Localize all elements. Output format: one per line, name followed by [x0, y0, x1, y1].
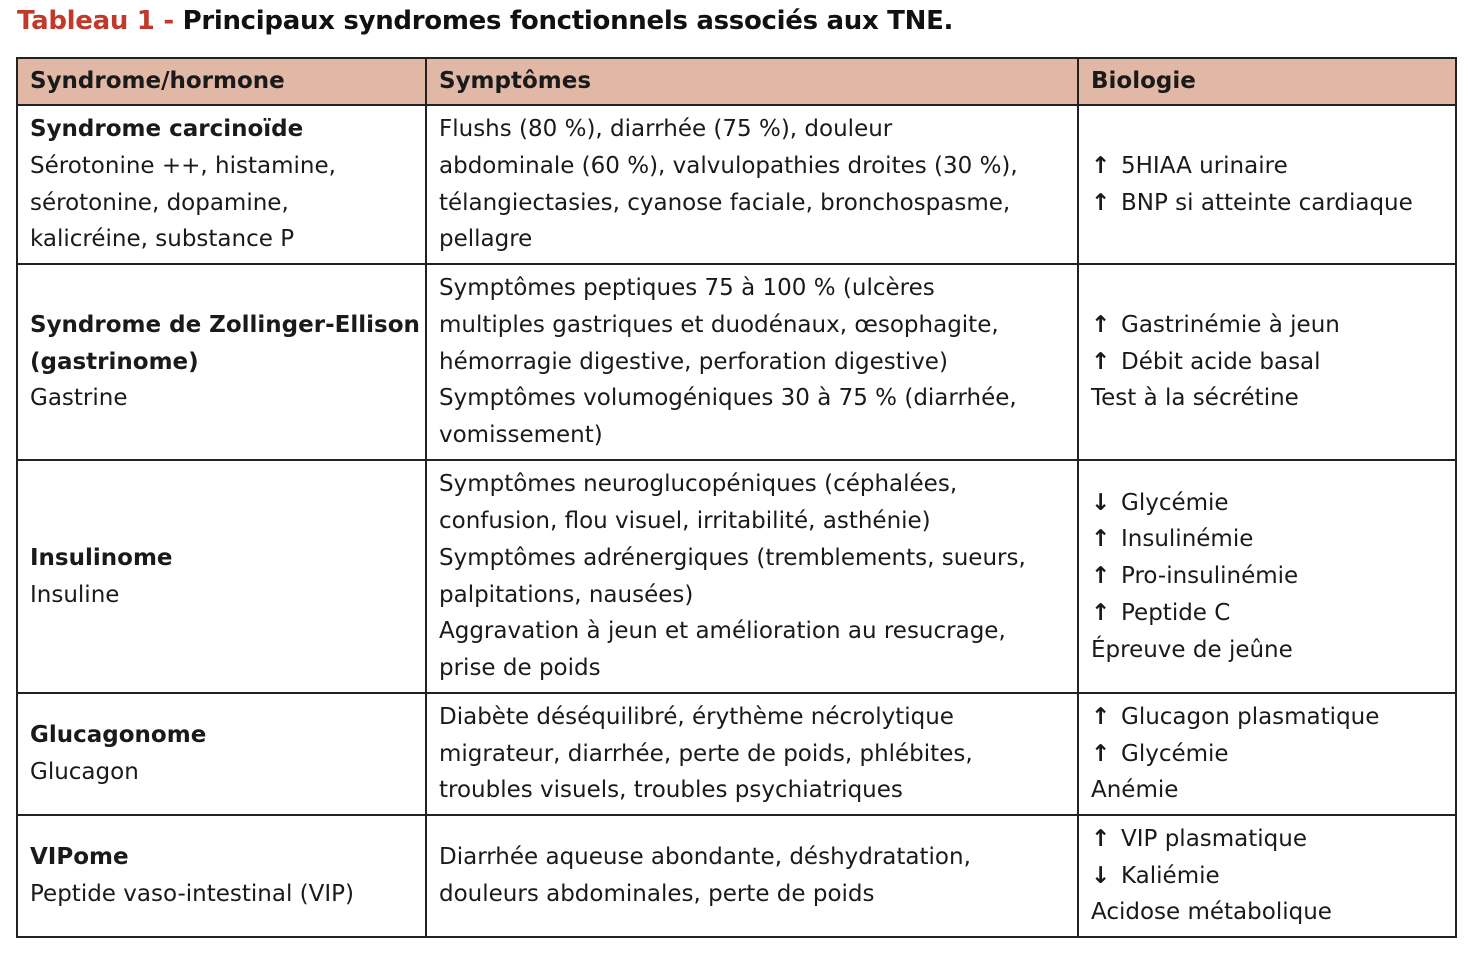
- hormone-text: Glucagon: [30, 759, 139, 785]
- symptom-text: Flushs (80 %), diarrhée (75 %), douleur: [439, 116, 893, 143]
- biology-item: [1091, 148, 1444, 185]
- syndrome-name: VIPome: [30, 844, 129, 871]
- biology-cell: [1078, 264, 1456, 460]
- symptom-text: Diabète déséquilibré, érythème nécrolytique: [439, 703, 954, 730]
- biology-item: [1091, 521, 1444, 558]
- biology-cell: [1078, 460, 1456, 693]
- symptom-text: télangiectasies, cyanose faciale, bronchospasme,: [439, 189, 1011, 216]
- arrow-up-icon: ↑: [1091, 311, 1111, 338]
- symptom-text: Symptômes peptiques 75 à 100 % (ulcères: [439, 275, 935, 302]
- hormone-text: Sérotonine ++, histamine,: [30, 152, 336, 179]
- syndrome-cell: [17, 264, 426, 460]
- biology-item: [1091, 772, 1444, 809]
- biology-text: Glycémie: [1121, 740, 1229, 767]
- symptoms-cell: [426, 815, 1078, 937]
- arrow-down-icon: ↓: [1091, 489, 1111, 516]
- arrow-up-icon: ↑: [1091, 825, 1111, 852]
- syndrome-cell: [17, 693, 426, 815]
- symptom-text: Symptômes neuroglucopéniques (céphalées,: [439, 471, 958, 498]
- biology-item: [1091, 380, 1444, 417]
- symptom-text: troubles visuels, troubles psychiatriques: [439, 777, 903, 804]
- biology-text: Épreuve de jeûne: [1091, 636, 1293, 663]
- symptoms-cell: [426, 105, 1078, 264]
- biology-item: [1091, 485, 1444, 522]
- column-header-symptoms: Symptômes: [426, 58, 1078, 105]
- table-row: [17, 460, 1456, 693]
- arrow-up-icon: ↑: [1091, 189, 1111, 216]
- biology-text: Acidose métabolique: [1091, 899, 1332, 926]
- symptom-text: douleurs abdominales, perte de poids: [439, 881, 875, 907]
- biology-text: 5HIAA urinaire: [1121, 152, 1288, 179]
- symptom-text: abdominale (60 %), valvulopathies droites (30 %),: [439, 152, 1018, 179]
- symptoms-cell: [426, 693, 1078, 815]
- symptom-text: pellagre: [439, 226, 533, 253]
- arrow-down-icon: ↓: [1091, 862, 1111, 889]
- biology-cell: [1078, 105, 1456, 264]
- symptom-text: hémorragie digestive, perforation digestive): [439, 348, 948, 375]
- symptom-text: Diarrhée aqueuse abondante, déshydratation,: [439, 844, 971, 871]
- biology-text: Débit acide basal: [1121, 348, 1321, 375]
- biology-item: [1091, 632, 1444, 669]
- symptom-text: Symptômes adrénergiques (tremblements, sueurs,: [439, 544, 1026, 571]
- arrow-up-icon: ↑: [1091, 703, 1111, 730]
- symptom-text: Aggravation à jeun et amélioration au resucrage,: [439, 618, 1006, 645]
- biology-text: Glycémie: [1121, 489, 1229, 516]
- syndrome-cell: [17, 460, 426, 693]
- hormone-text: kalicréine, substance P: [30, 226, 295, 253]
- biology-item: [1091, 185, 1444, 222]
- arrow-up-icon: ↑: [1091, 348, 1111, 375]
- hormone-text: Gastrine: [30, 385, 128, 412]
- syndrome-name: Syndrome carcinoïde: [30, 116, 304, 143]
- arrow-up-icon: ↑: [1091, 526, 1111, 553]
- caption-title: Principaux syndromes fonctionnels associés aux TNE.: [182, 6, 954, 36]
- hormone-text: sérotonine, dopamine,: [30, 189, 289, 216]
- column-header-biology: Biologie: [1078, 58, 1456, 105]
- syndrome-name: Insulinome: [30, 544, 173, 571]
- table-row: [17, 264, 1456, 460]
- symptom-text: confusion, flou visuel, irritabilité, asthénie): [439, 508, 931, 535]
- symptoms-cell: [426, 460, 1078, 693]
- biology-text: VIP plasmatique: [1121, 825, 1307, 852]
- syndromes-table: [16, 57, 1457, 938]
- syndrome-cell: [17, 815, 426, 937]
- symptom-text: prise de poids: [439, 654, 601, 681]
- table-header-row: [17, 58, 1456, 105]
- biology-text: Pro-insulinémie: [1121, 563, 1299, 590]
- arrow-up-icon: ↑: [1091, 740, 1111, 767]
- table-row: [17, 815, 1456, 937]
- table-row: [17, 105, 1456, 264]
- column-header-syndrome: Syndrome/hormone: [17, 58, 426, 105]
- biology-text: Glucagon plasmatique: [1121, 703, 1380, 730]
- symptom-text: palpitations, nausées): [439, 581, 694, 608]
- arrow-up-icon: ↑: [1091, 563, 1111, 590]
- biology-item: [1091, 558, 1444, 595]
- table-row: [17, 693, 1456, 815]
- biology-text: Anémie: [1091, 777, 1179, 804]
- table-caption: [17, 6, 953, 36]
- biology-text: Kaliémie: [1121, 862, 1220, 889]
- symptoms-cell: [426, 264, 1078, 460]
- biology-item: [1091, 699, 1444, 736]
- biology-text: Insulinémie: [1121, 526, 1254, 553]
- symptom-text: multiples gastriques et duodénaux, œsophagite,: [439, 311, 999, 338]
- arrow-up-icon: ↑: [1091, 152, 1111, 179]
- syndrome-name: (gastrinome): [30, 348, 199, 375]
- arrow-up-icon: ↑: [1091, 599, 1111, 626]
- biology-text: Peptide C: [1121, 599, 1231, 626]
- biology-item: [1091, 307, 1444, 344]
- biology-item: [1091, 736, 1444, 773]
- syndrome-name: Syndrome de Zollinger-Ellison: [30, 311, 420, 338]
- biology-item: [1091, 821, 1444, 858]
- biology-text: Test à la sécrétine: [1091, 385, 1299, 412]
- biology-item: [1091, 858, 1444, 895]
- syndrome-name: Glucagonome: [30, 722, 207, 749]
- biology-cell: [1078, 815, 1456, 937]
- biology-item: [1091, 595, 1444, 632]
- syndrome-cell: [17, 105, 426, 264]
- hormone-text: Peptide vaso-intestinal (VIP): [30, 881, 354, 907]
- biology-cell: [1078, 693, 1456, 815]
- biology-item: [1091, 894, 1444, 931]
- biology-item: [1091, 344, 1444, 381]
- biology-text: BNP si atteinte cardiaque: [1121, 189, 1413, 216]
- caption-label: Tableau 1 -: [17, 6, 183, 36]
- table-body: [17, 105, 1456, 937]
- biology-text: Gastrinémie à jeun: [1121, 311, 1340, 338]
- symptom-text: Symptômes volumogéniques 30 à 75 % (diarrhée,: [439, 385, 1017, 412]
- symptom-text: vomissement): [439, 422, 603, 449]
- symptom-text: migrateur, diarrhée, perte de poids, phlébites,: [439, 740, 973, 767]
- hormone-text: Insuline: [30, 581, 120, 608]
